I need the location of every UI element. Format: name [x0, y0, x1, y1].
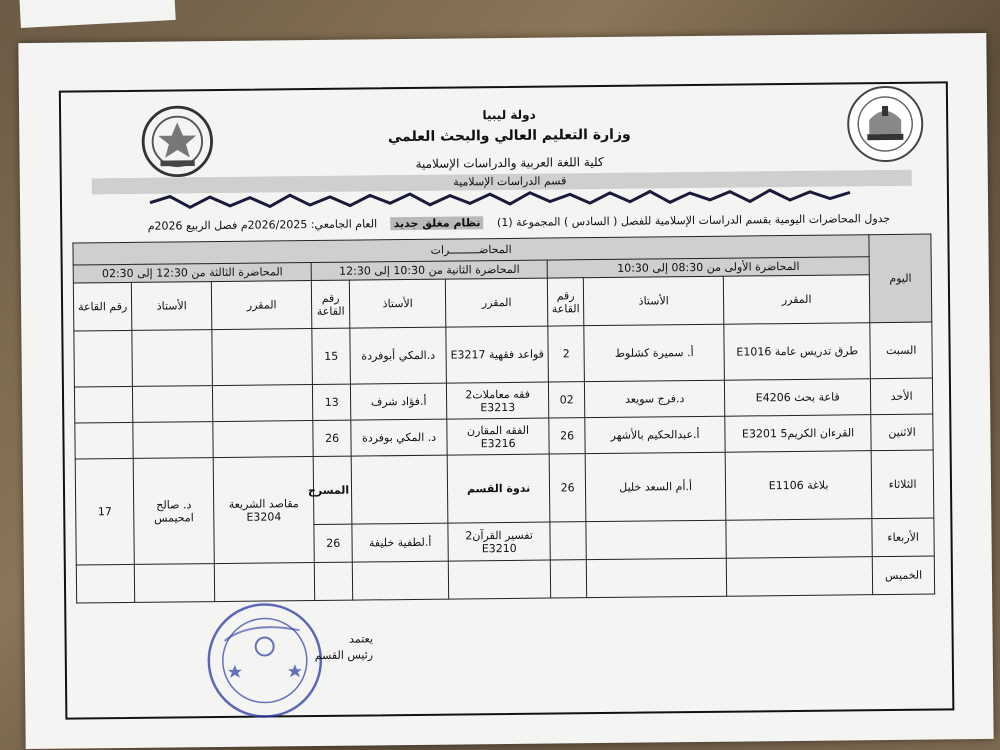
empty-cell: [132, 330, 213, 387]
course-cell: بلاغة E1106: [725, 451, 872, 521]
empty-cell: [134, 564, 214, 603]
document-page: [18, 33, 993, 749]
period-3-header: المحاضرة الثالثة من 12:30 إلى 02:30: [73, 263, 311, 283]
day-thursday: الخميس: [872, 556, 934, 595]
department-stamp-icon: [204, 600, 325, 721]
empty-cell: [448, 560, 550, 599]
room-cell: 26: [313, 420, 351, 456]
teacher-cell: أ.عبدالحكيم بالأشهر: [585, 416, 725, 453]
department-name: قسم الدراسات الإسلامية: [453, 174, 567, 189]
empty-cell: [76, 564, 135, 603]
schedule-table: [72, 234, 935, 604]
day-monday: الاثنين: [871, 414, 933, 451]
room-cell: 26: [549, 454, 586, 522]
academic-year: العام الجامعي: 2026/2025م فصل الربيع 2026م: [147, 217, 378, 233]
course-cell: طرق تدريس عامة E1016: [724, 323, 871, 381]
course-cell: قاعة بحث E4206: [725, 379, 871, 417]
teacher-cell: [351, 455, 448, 524]
approval-block: [315, 631, 374, 664]
system-badge: نظام مغلق جديد: [391, 216, 484, 230]
college-logo-icon: [845, 84, 926, 165]
empty-cell: [212, 329, 313, 386]
teacher-col-header: الأستاذ: [583, 276, 723, 325]
empty-cell: [133, 386, 213, 423]
teacher-cell: أ.أم السعد خليل: [585, 452, 726, 521]
room-cell: 26: [314, 524, 352, 562]
university-logo-icon: [139, 103, 216, 180]
empty-cell: [74, 330, 133, 387]
course-cell: الفقه المقارن E3216: [447, 418, 549, 455]
day-wednesday: الأربعاء: [872, 518, 934, 557]
empty-cell: [726, 519, 872, 559]
teacher-cell: أ. سميرة كشلوط: [584, 324, 725, 381]
course-cell: فقه معاملات2 E3213: [447, 382, 549, 419]
approval-line: يعتمد: [349, 632, 373, 646]
empty-cell: [586, 558, 726, 597]
course-cell: ندوة القسم: [447, 454, 550, 523]
empty-cell: [213, 421, 313, 458]
empty-cell: [726, 557, 872, 597]
teacher-cell: د.فرج سويعد: [585, 380, 725, 417]
course-col-header: المقرر: [445, 278, 547, 327]
college-name: كلية اللغة العربية والدراسات الإسلامية: [415, 154, 604, 171]
room-cell: 02: [549, 382, 585, 418]
teacher-cell: د.المكي أبوفردة: [350, 327, 447, 384]
period-2-header: المحاضرة الثانية من 10:30 إلى 12:30: [311, 260, 547, 280]
course-cell: قواعد فقهية E3217: [446, 326, 549, 383]
course-cell: القرءان الكريم5 E3201: [725, 415, 871, 453]
empty-cell: [352, 561, 448, 600]
course-cell: مقاصد الشريعة E3204: [213, 457, 314, 564]
ministry-name: وزارة التعليم العالي والبحث العلمي: [387, 126, 631, 146]
teacher-cell: أ.فؤاد شرف: [351, 383, 447, 420]
empty-cell: [133, 422, 213, 459]
room-cell: 13: [313, 384, 351, 420]
room-cell: 17: [75, 458, 134, 565]
day-saturday: السبت: [870, 322, 933, 379]
empty-cell: [314, 562, 352, 600]
teacher-cell: أ.لطفية خليفة: [352, 523, 448, 562]
room-cell: المسرح: [313, 456, 352, 524]
day-column-header: اليوم: [869, 234, 932, 323]
room-col-header: رقم القاعة: [73, 282, 132, 331]
course-col-header: المقرر: [211, 281, 311, 330]
day-tuesday: الثلاثاء: [871, 450, 934, 519]
room-cell: 2: [548, 326, 585, 382]
course-cell: تفسير القرآن2 E3210: [448, 522, 550, 561]
period-1-header: المحاضرة الأولى من 08:30 إلى 10:30: [547, 257, 869, 278]
department-head-label: رئيس القسم: [314, 648, 374, 663]
empty-cell: [550, 560, 586, 598]
empty-cell: [213, 385, 313, 422]
background-paper-corner: [19, 0, 175, 28]
schedule-title: جدول المحاضرات اليومية بقسم الدراسات الإسلامية للفصل ( السادس ) المجموعة (1): [496, 211, 891, 230]
lectures-header: المحاضـــــــــرات: [73, 235, 869, 265]
room-col-header: رقم القاعة: [311, 280, 350, 328]
country-name: دولة ليبيا: [482, 107, 536, 123]
teacher-col-header: الأستاذ: [349, 279, 445, 328]
room-col-header: رقم القاعة: [547, 278, 584, 326]
teacher-col-header: الأستاذ: [131, 282, 211, 331]
course-col-header: المقرر: [723, 275, 869, 325]
empty-cell: [586, 520, 726, 559]
empty-cell: [550, 522, 586, 560]
room-cell: 26: [549, 418, 585, 454]
teacher-cell: د. صالح امحيمس: [133, 458, 214, 565]
teacher-cell: د. المكي بوفردة: [351, 419, 447, 456]
empty-cell: [74, 386, 132, 423]
empty-cell: [214, 563, 314, 602]
empty-cell: [75, 422, 133, 459]
day-sunday: الأحد: [871, 378, 933, 415]
room-cell: 15: [312, 328, 351, 384]
